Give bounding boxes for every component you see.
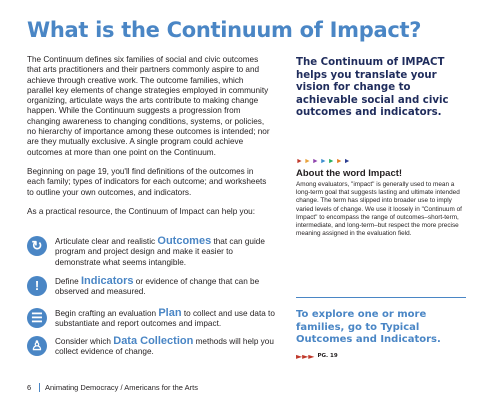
person-icon: ♙ [27, 336, 47, 356]
arrow-icon: ► [335, 158, 343, 165]
page-reference: PG. 19 [317, 352, 338, 359]
main-body [27, 55, 272, 226]
footer-text: Animating Democracy / Americans for the Arts [45, 383, 198, 392]
arrow-icon: ► [311, 158, 319, 165]
keyword-indicators: Indicators [80, 275, 134, 287]
intro-paragraph: The Continuum defines six families of social and civic outcomes that arts practitioners and their partners commonly aspire to and achieve through creative work. The outcome families, which parallel key elements of change strategies employed in community organizing, articulate ways the arts contribute to making change happen. While the Continuum suggests a progression from changing awareness to changing conditions, systems, or policies, no hierarchy of importance among these outcomes is intended; nor are they mutually exclusive. A single program could achieve outcomes at more than one point on the Continuum. [27, 55, 270, 157]
document-icon: ☰ [27, 308, 47, 328]
arrow-icon: ► [296, 158, 303, 165]
page-link[interactable] [296, 350, 461, 363]
keyword-outcomes: Outcomes [157, 235, 212, 247]
page-number: 6 [27, 383, 40, 392]
arrow-icon: ► [303, 158, 311, 165]
resource-intro-paragraph: As a practical resource, the Continuum of Impact can help you: [27, 206, 256, 216]
arrow-icon: ► [343, 158, 351, 165]
explore-callout: To explore one or more families, go to Typical Outcomes and Indicators. ►►► PG. 19 [296, 309, 461, 363]
divider [296, 297, 466, 298]
arrow-row-decoration [296, 158, 352, 165]
arrow-icon: ►►► [296, 351, 315, 361]
arrow-icon: ► [319, 158, 327, 165]
refresh-arrow-icon: ↻ [27, 236, 47, 256]
arrow-icon: ► [327, 158, 335, 165]
page-title: What is the Continuum of Impact? [27, 18, 422, 42]
sidebar-heading: The Continuum of IMPACT helps you translate your vision for change to achievable social and civic outcomes and indicators. [296, 57, 449, 118]
impact-box-body: Among evaluators, "impact" is generally used to mean a long-term goal that suggests lasting and ultimate intended change. The term has slipped into broader use to imply varied levels of change. We use it loosely in "Continuum of Impact" to encompass the range of outcomes–short-term, intermediate, and long-term–but respect the more precise meaning assigned in the evaluation field. [296, 181, 462, 238]
impact-box-title: About the word Impact! [296, 168, 403, 179]
keyword-plan: Plan [158, 307, 182, 319]
exclamation-icon: ! [27, 276, 47, 296]
keyword-data-collection: Data Collection [113, 335, 194, 347]
page-reference-paragraph: Beginning on page 19, you'll find definitions of the outcomes in each family; types of indicators for each outcome; and worksheets to outline your own outcomes, and indicators. [27, 166, 267, 197]
footer [27, 383, 198, 392]
